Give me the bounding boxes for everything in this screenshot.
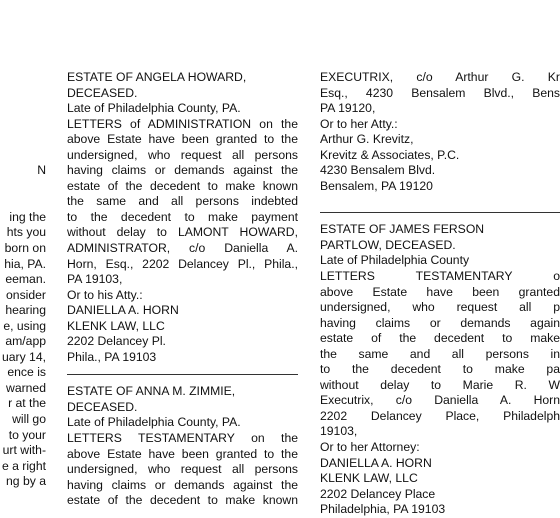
notice-address-line: Or to her Atty.:: [320, 116, 398, 131]
left-column: [0, 70, 46, 490]
left-text-line: e, using: [3, 318, 46, 333]
notice-address-line: Or to his Atty.:: [67, 287, 143, 302]
notice-body-line: having claims or demands against the: [67, 477, 298, 492]
notice-body-line: without delay to Marie R. W: [320, 377, 560, 392]
left-heading-line: [0, 86, 46, 102]
left-text-line: urt with-: [2, 443, 46, 458]
notice-title: DECEASED.: [67, 399, 138, 414]
notice-address-line: 2202 Delancey Place: [320, 486, 436, 501]
notice-body-line: without delay to LAMONT HOWARD,: [67, 225, 298, 240]
notice-body-line: estate of the decedent to make known: [67, 493, 298, 508]
notice-body-line: to the decedent to make pa: [320, 362, 560, 377]
estate-notice-howard: [67, 70, 298, 365]
left-text-line: am/app: [5, 334, 46, 349]
notice-body-line: the same and all persons in: [320, 346, 560, 361]
left-text-line: hearing: [5, 303, 46, 318]
left-text-line: eeman.: [5, 272, 46, 287]
left-text-line: will go: [12, 412, 46, 427]
estate-notice-zimmie: [67, 384, 298, 508]
notice-body-line: estate of the decedent to make: [320, 331, 560, 346]
left-text-line: ence is: [7, 365, 46, 380]
notice-body-line: 19103,: [320, 424, 358, 439]
notice-body-line: LETTERS TESTAMENTARY o: [320, 269, 560, 284]
notice-address-line: Krevitz & Associates, P.C.: [320, 147, 460, 162]
notice-body-line: Horn, Esq., 2202 Delancey Pl., Phila.,: [67, 256, 298, 271]
left-text-line: to your: [8, 427, 46, 442]
notice-address-line: DANIELLA A. HORN: [320, 455, 432, 470]
notice-body-line: EXECUTRIX, c/o Arthur G. Kr: [320, 70, 560, 84]
left-text-line: warned: [6, 380, 46, 395]
estate-notice-partlow: [320, 222, 560, 517]
notice-body-line: above Estate have been granted: [320, 284, 560, 299]
notice-address-line: Or to her Attorney:: [320, 440, 420, 455]
left-text-line: uary 14,: [1, 349, 46, 364]
notice-title: ESTATE OF ANNA M. ZIMMIE,: [67, 384, 236, 399]
notice-title: ESTATE OF JAMES FERSON: [320, 222, 485, 237]
notice-address-line: 4230 Bensalem Blvd.: [320, 163, 436, 178]
notice-body-line: having claims or demands against the: [67, 163, 298, 178]
notice-body-line: undersigned, who request all p: [320, 300, 560, 315]
notice-title: ESTATE OF ANGELA HOWARD,: [67, 70, 247, 84]
estate-notice-continued: [320, 70, 560, 194]
right-column: [320, 70, 560, 518]
notice-address-line: KLENK LAW, LLC: [67, 318, 165, 333]
notice-address-line: Bensalem, PA 19120: [320, 178, 433, 193]
notice-body-line: to the decedent to make payment: [67, 209, 298, 224]
notice-body-line: undersigned, who request all persons: [67, 147, 298, 162]
notice-county: Late of Philadelphia County, PA.: [67, 415, 241, 430]
notice-body-line: having claims or demands again: [320, 315, 560, 330]
notice-body-line: 2202 Delancey Place, Philadelph: [320, 408, 560, 423]
left-heading-line: [0, 70, 46, 86]
notice-address-line: KLENK LAW, LLC: [320, 471, 418, 486]
notice-body-line: above Estate have been granted to the: [67, 132, 298, 147]
left-text-line: ng by a: [6, 474, 46, 489]
left-text-line: onsider: [6, 287, 46, 302]
notice-divider: [67, 374, 298, 375]
notice-county: Late of Philadelphia County: [320, 253, 470, 268]
left-text-line: hts you: [6, 225, 46, 240]
notice-title: DECEASED.: [67, 85, 138, 100]
notice-address-line: Arthur G. Krevitz,: [320, 132, 414, 147]
left-text-line: ing the: [9, 209, 46, 224]
notice-body-line: LETTERS TESTAMENTARY on the: [67, 431, 298, 446]
notice-address-line: 2202 Delancey Pl.: [67, 334, 166, 349]
left-text-line: e a right: [1, 458, 46, 473]
notice-body-line: the same and all persons indebted: [67, 194, 298, 209]
notice-body-line: undersigned, who request all persons: [67, 462, 298, 477]
notice-address-line: Phila., PA 19103: [67, 349, 157, 364]
notice-body-line: ADMINISTRATOR, c/o Daniella A.: [67, 241, 298, 256]
notice-divider: [320, 212, 560, 213]
notice-body-line: PA 19103,: [67, 272, 123, 287]
left-text-line: r at the: [8, 396, 46, 411]
notice-body-line: LETTERS of ADMINISTRATION on the: [67, 116, 298, 131]
notice-title: PARTLOW, DECEASED.: [320, 237, 456, 252]
notice-body-line: above Estate have been granted to the: [67, 446, 298, 461]
notice-body-line: Esq., 4230 Bensalem Blvd., Bens: [320, 85, 560, 100]
notice-body-line: Executrix, c/o Daniella A. Horn: [320, 393, 560, 408]
notice-body-line: PA 19120,: [320, 101, 376, 116]
left-text-line: N: [37, 163, 46, 178]
left-text-line: hia, PA.: [4, 256, 46, 271]
left-heading-line: [0, 117, 46, 133]
notice-address-line: DANIELLA A. HORN: [67, 303, 179, 318]
notice-county: Late of Philadelphia County, PA.: [67, 101, 241, 116]
notice-address-line: Philadelphia, PA 19103: [320, 502, 446, 517]
middle-column: [67, 70, 298, 509]
left-text-line: born on: [4, 241, 46, 256]
notice-body-line: estate of the decedent to make known: [67, 178, 298, 193]
